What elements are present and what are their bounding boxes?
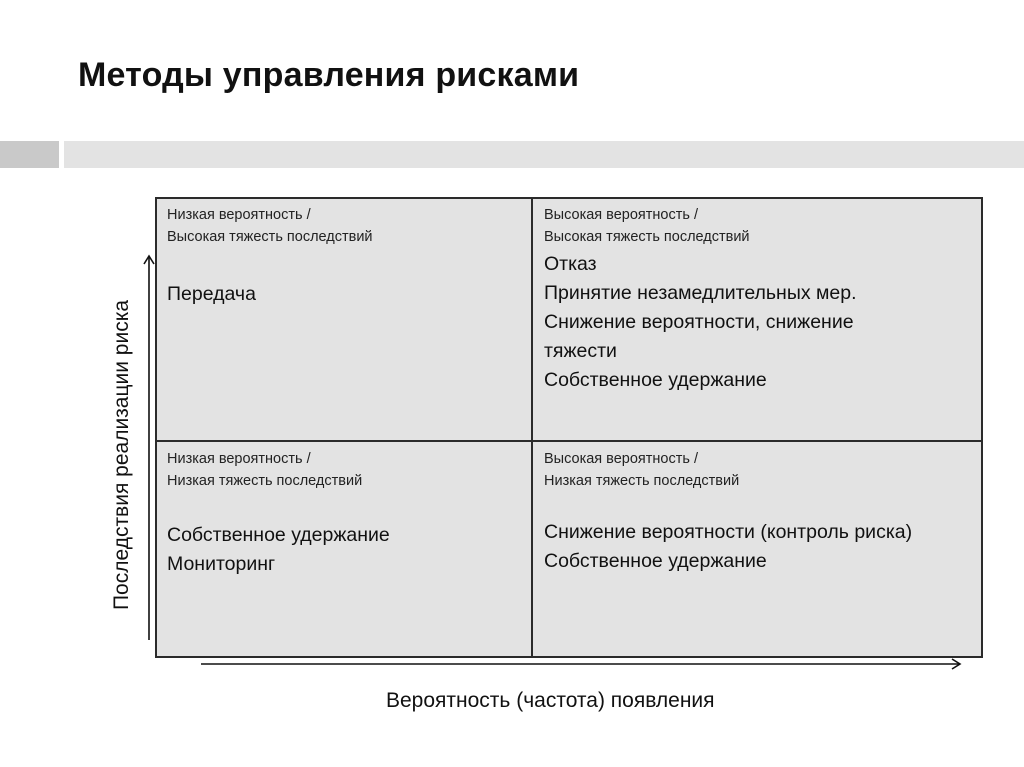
heading-line: Высокая тяжесть последствий: [544, 229, 750, 245]
heading-line: Низкая тяжесть последствий: [544, 473, 740, 489]
method-item: Передача: [167, 283, 256, 305]
method-item: Собственное удержание: [544, 369, 767, 391]
method-item: Отказ: [544, 253, 597, 275]
method-item: Принятие незамедлительных мер.: [544, 282, 857, 304]
heading-line: Высокая вероятность /: [544, 207, 698, 223]
heading-line: Высокая тяжесть последствий: [167, 229, 373, 245]
slide-title: Методы управления рисками: [78, 56, 580, 94]
x-axis-label: Вероятность (частота) появления: [386, 689, 715, 712]
y-axis-arrow: [144, 256, 154, 640]
y-axis-label: Последствия реализации риска: [110, 299, 133, 611]
method-item: Снижение вероятности (контроль риска): [544, 521, 913, 543]
heading-line: Низкая тяжесть последствий: [167, 473, 363, 489]
method-item: Собственное удержание: [167, 524, 390, 546]
method-item: Мониторинг: [167, 553, 276, 575]
method-item: Собственное удержание: [544, 550, 767, 572]
method-item: Снижение вероятности, снижение: [544, 311, 854, 333]
method-item: тяжести: [544, 340, 617, 362]
x-axis-arrow: [201, 659, 960, 669]
heading-line: Высокая вероятность /: [544, 451, 698, 467]
heading-line: Низкая вероятность /: [167, 207, 311, 223]
heading-line: Низкая вероятность /: [167, 451, 311, 467]
